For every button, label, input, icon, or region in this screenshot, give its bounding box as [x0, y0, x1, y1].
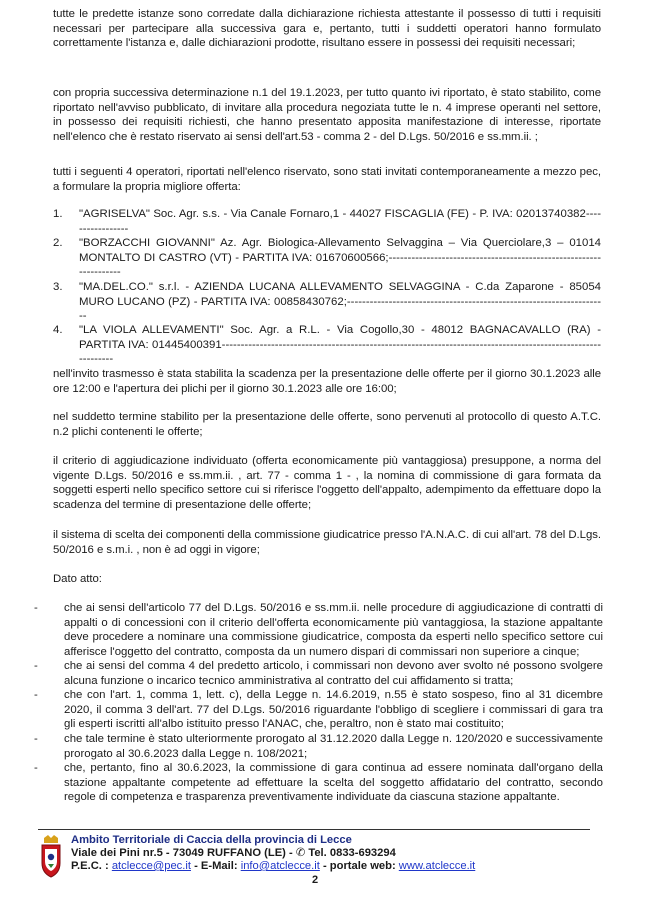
operator-text: "BORZACCHI GIOVANNI" Az. Agr. Biologica-Allevamento Selvaggina – Via Querciolare,3 – 01014 MONTALTO DI CASTRO (VT) - PARTITA IVA: 01670600566;------------------------------------------------------------------- — [79, 237, 601, 279]
web-link[interactable]: www.atclecce.it — [398, 860, 476, 872]
email-link[interactable]: info@atclecce.it — [240, 860, 320, 872]
paragraph-dato-atto: Dato atto: — [53, 573, 102, 585]
paragraph-plichi: nel suddetto termine stabilito per la presentazione delle offerte, sono pervenuti al protocollo di questo A.T.C. n.2 plichi contenenti le offerte; — [53, 411, 601, 438]
pec-label: P.E.C. : — [71, 860, 109, 872]
bullet-dash: - — [34, 689, 38, 701]
paragraph-sistema-anac: il sistema di scelta dei componenti della commissione giudicatrice presso l'A.N.A.C. di cui all'art. 78 del D.Lgs. 50/2016 e s.m.i. , non è ad oggi in vigore; — [53, 529, 601, 556]
operator-text: "MA.DEL.CO." s.r.l. - AZIENDA LUCANA ALLEVAMENTO SELVAGGINA - C.da Zaparone - 85054 MURO LUCANO (PZ) - PARTITA IVA: 00858430762;--------------------------------------------------------------------- — [79, 281, 601, 323]
operator-text: "AGRISELVA" Soc. Agr. s.s. - Via Canale Fornaro,1 - 44027 FISCAGLIA (FE) - P. IVA: 02013740382----------------- — [79, 208, 601, 235]
footer-address: Viale dei Pini nr.5 - 73049 RUFFANO (LE) - ✆ Tel. 0833-693294 — [71, 847, 396, 859]
bullet-text: che con l'art. 1, comma 1, lett. c), della Legge n. 14.6.2019, n.55 è stato sospeso, fino al 31 dicembre 2020, il comma 3 dell'art. 77 del D.Lgs. 50/2016 riguardante l'obbligo di scegliere i commissari di gara tra gli esperti iscritti all'albo istituito presso l'ANAC, che, peraltro, non è stato mai costituito; — [64, 689, 603, 731]
pec-link[interactable]: atclecce@pec.it — [111, 860, 191, 872]
footer-contacts — [71, 860, 475, 873]
bullet-text: che, pertanto, fino al 30.6.2023, la commissione di gara continua ad essere nominata dall'organo della stazione appaltante competente ad effettuare la scelta del soggetto affidatario del contratto, secondo regole di competenza e trasparenza preventivamente individuate da ciascuna stazione appaltante. — [64, 762, 603, 804]
operator-number: 1. — [53, 208, 63, 220]
footer-divider — [38, 829, 590, 830]
bullet-text: che ai sensi del comma 4 del predetto articolo, i commissari non devono aver svolto né possono svolgere alcuna funzione o incarico tecnico amministrativa al contratto del cui affidamento si tratta; — [64, 660, 603, 687]
operator-text: "LA VIOLA ALLEVAMENTI" Soc. Agr. a R.L. - Via Cogollo,30 - 48012 BAGNACAVALLO (RA) - PARTITA IVA: 01445400391------------------------------------------------------------------------------------------------------------- — [79, 324, 601, 366]
web-label: - portale web: — [322, 860, 396, 872]
bullet-dash: - — [34, 602, 38, 614]
paragraph-criterio: il criterio di aggiudicazione individuato (offerta economicamente più vantaggiosa) presuppone, a norma del vigente D.Lgs. 50/2016 e ss.mm.ii. , art. 77 - comma 1 - , la nomina di commissione di gara formata da soggetti esperti nello specifico settore cui si riferisce l'oggetto dell'appalto, adempimento da effettuare dopo la scadenza del termine di presentazione delle offerte; — [53, 455, 601, 511]
paragraph-invito: nell'invito trasmesso è stata stabilita la scadenza per la presentazione delle offerte per il giorno 30.1.2023 alle ore 12:00 e l'apertura dei plichi per il giorno 30.1.2023 alle ore 16:00; — [53, 368, 601, 395]
operator-number: 2. — [53, 237, 63, 249]
paragraph-determinazione: con propria successiva determinazione n.1 del 19.1.2023, per tutto quanto ivi riportato, è stato stabilito, come riportato nell'avviso pubblicato, di invitare alla procedura negoziata tutte le n. 4 imprese operanti nel settore, in possesso dei requisiti richiesti, che hanno presentato apposita manifestazione di interesse, riportate nell'elenco che è restato riservato ai sensi dell'art.53 - comma 2 - del D.Lgs. 50/2016 e ss.mm.ii. ; — [53, 87, 601, 143]
bullet-dash: - — [34, 762, 38, 774]
atc-crest-icon — [40, 835, 62, 879]
paragraph-operatori-invitati: tutti i seguenti 4 operatori, riportati nell'elenco riservato, sono stati invitati contemporaneamente a mezzo pec, a formulare la propria migliore offerta: — [53, 166, 601, 193]
bullet-dash: - — [34, 733, 38, 745]
bullet-text: che tale termine è stato ulteriormente prorogato al 31.12.2020 dalla Legge n. 120/2020 e successivamente prorogato al 30.6.2023 dalla Legge n. 108/2021; — [64, 733, 603, 760]
bullet-text: che ai sensi dell'articolo 77 del D.Lgs. 50/2016 e ss.mm.ii. nelle procedure di aggiudicazione di contratti di appalti o di concessioni con il criterio dell'offerta economicamente più vantaggiosa, la stazione appaltante deve procedere a nominare una commissione giudicatrice, composta da esperti nello specifico settore cui afferisce l'oggetto del contratto, composta da un numero dispari di commissari non superiore a cinque; — [64, 602, 603, 658]
operator-number: 4. — [53, 324, 63, 336]
operator-number: 3. — [53, 281, 63, 293]
footer-org-name: Ambito Territoriale di Caccia della provincia di Lecce — [71, 834, 352, 846]
page-number: 2 — [311, 874, 319, 886]
paragraph-istanze: tutte le predette istanze sono corredate dalla dichiarazione richiesta attestante il possesso di tutti i requisiti necessari per partecipare alla successiva gara e, pertanto, tutti i suddetti operatori hanno formulato correttamente l'istanza e, dalle dichiarazioni prodotte, risultano essere in possessi dei requisiti necessari; — [53, 8, 601, 50]
email-label: - E-Mail: — [194, 860, 238, 872]
bullet-dash: - — [34, 660, 38, 672]
